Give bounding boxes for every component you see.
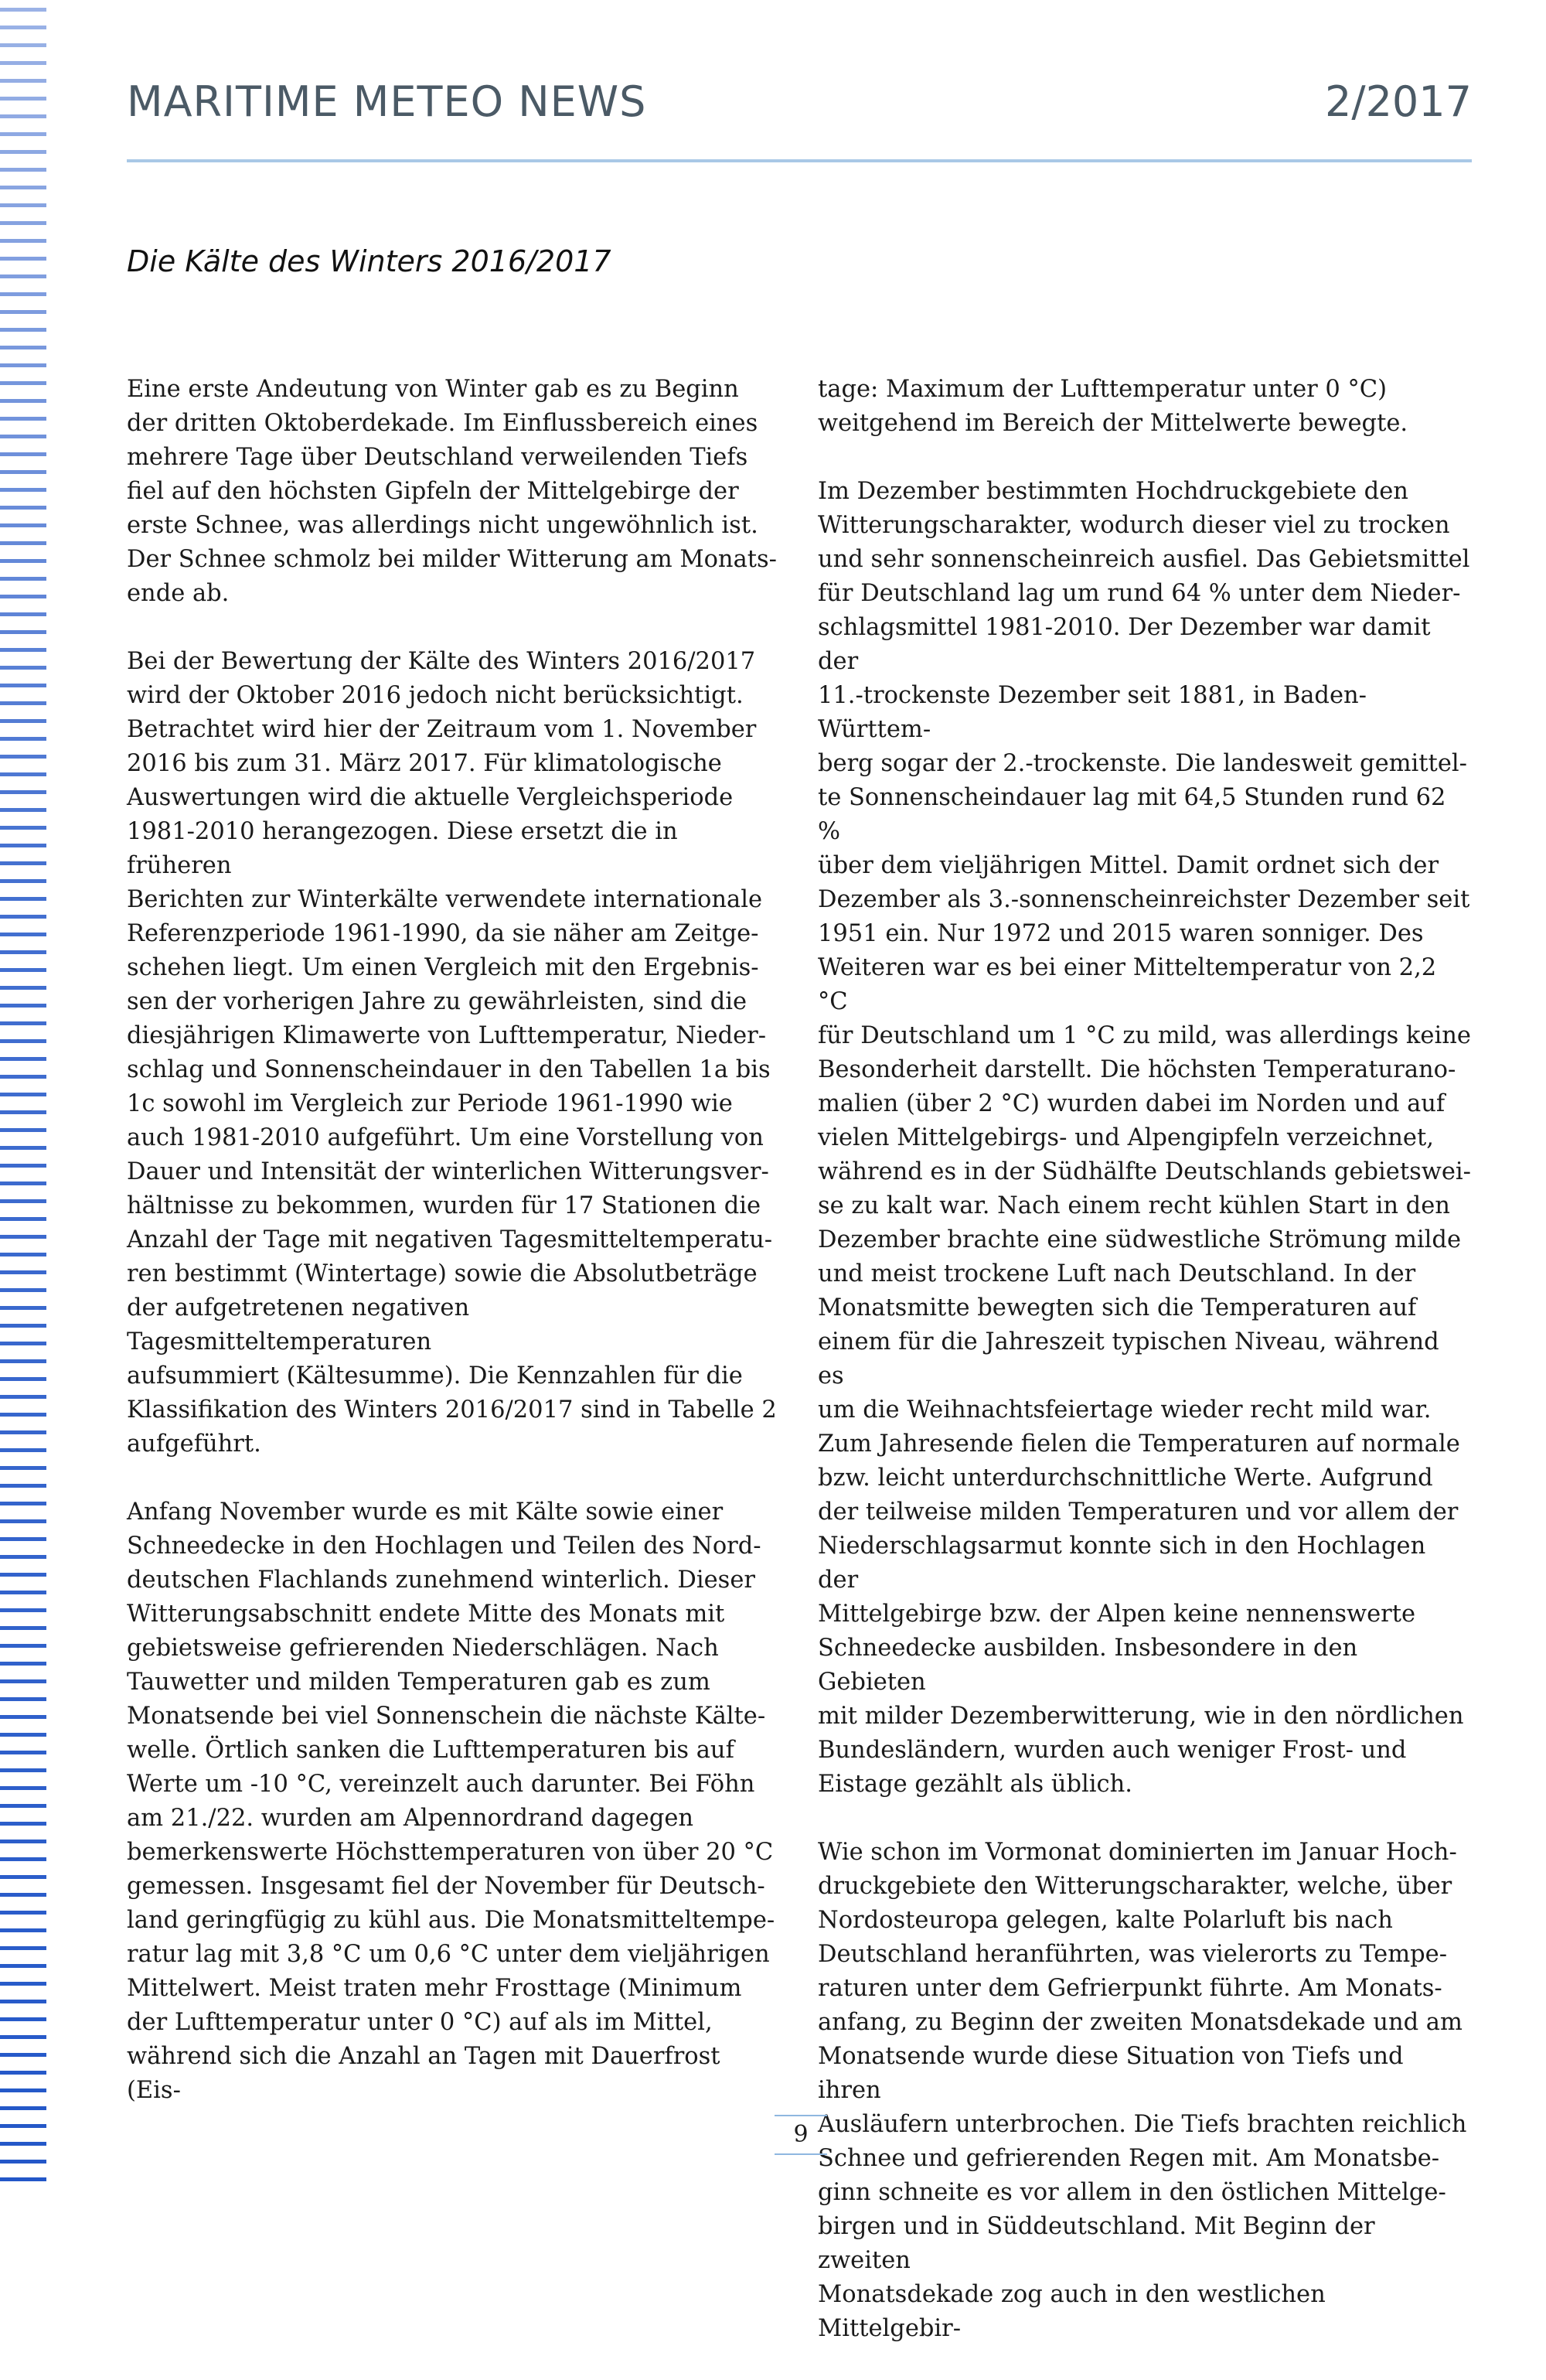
header-divider (127, 159, 1472, 162)
decorative-stripe-band (0, 0, 46, 2186)
page-number: 9 (775, 2115, 827, 2155)
article-title: Die Kälte des Winters 2016/2017 (127, 244, 611, 278)
paragraph: Eine erste Andeutung von Winter gab es zu Beginn der dritten Oktoberdekade. Im Einflussbereich eines mehrere Tage über Deutschland verweilenden Tiefs fiel auf den höchsten Gipfeln der Mittelgebirge der erste Schnee, was allerdings nicht ungewöhnlich ist. Der Schnee schmolz bei milder Witterung am Monats- ende ab. (127, 376, 777, 607)
paragraph: Anfang November wurde es mit Kälte sowie einer Schneedecke in den Hochlagen und Teilen des Nord- deutschen Flachlands zunehmend winterlich. Dieser Witterungsabschnitt endete Mitte des Monats mit gebietsweise gefrierenden Niederschlägen. Nach Tauwetter und milden Temperaturen gab es zum Monatsende bei viel Sonnenschein die nächste Kälte- welle. Örtlich sanken die Lufttemperaturen bis auf Werte um -10 °C, vereinzelt auch darunter. Bei Föhn am 21./22. wurden am Alpennordrand dagegen bemerkenswerte Höchsttemperaturen von über 20 °C gemessen. Insgesamt fiel der November für Deutsch- land geringfügig zu kühl aus. Die Monatsmitteltempe- ratur lag mit 3,8 °C um 0,6 °C unter dem vieljährigen Mittelwert. Meist traten mehr Frosttage (Minimum der Lufttemperatur unter 0 °C) auf als im Mittel, während sich die Anzahl an Tagen mit Dauerfrost (Eis- (127, 1499, 775, 2104)
paragraph: tage: Maximum der Lufttemperatur unter 0 °C) weitgehend im Bereich der Mittelwerte bewegte. (818, 376, 1408, 437)
text-column-left (127, 373, 780, 2142)
publication-title: MARITIME METEO NEWS (127, 77, 647, 126)
issue-number: 2/2017 (1325, 77, 1472, 126)
text-column-right (818, 373, 1471, 2380)
paragraph: Bei der Bewertung der Kälte des Winters 2016/2017 wird der Oktober 2016 jedoch nicht berücksichtigt. Betrachtet wird hier der Zeitraum vom 1. November 2016 bis zum 31. März 2017. Für klimatologische Auswertungen wird die aktuelle Vergleichsperiode 1981-2010 herangezogen. Diese ersetzt die in früheren Berichten zur Winterkälte verwendete internationale Referenzperiode 1961-1990, da sie näher am Zeitge- schehen liegt. Um einen Vergleich mit den Ergebnis- sen der vorherigen Jahre zu gewährleisten, sind die diesjährigen Klimawerte von Lufttemperatur, Nieder- schlag und Sonnenscheindauer in den Tabellen 1a bis 1c sowohl im Vergleich zur Periode 1961-1990 wie auch 1981-2010 aufgeführt. Um eine Vorstellung von Dauer und Intensität der winterlichen Witterungsver- hältnisse zu bekommen, wurden für 17 Stationen die Anzahl der Tage mit negativen Tagesmitteltemperatu- ren bestimmt (Wintertage) sowie die Absolutbeträge der aufgetretenen negativen Tagesmitteltemperaturen aufsummiert (Kältesumme). Die Kennzahlen für die Klassifikation des Winters 2016/2017 sind in Tabelle 2 aufgeführt. (127, 648, 777, 1458)
paragraph: Im Dezember bestimmten Hochdruckgebiete den Witterungscharakter, wodurch dieser viel zu trocken und sehr sonnenscheinreich ausfiel. Das Gebietsmittel für Deutschland lag um rund 64 % unter dem Nieder- schlagsmittel 1981-2010. Der Dezember war damit der 11.-trockenste Dezember seit 1881, in Baden-Württem- berg sogar der 2.-trockenste. Die landesweit gemittel- te Sonnenscheindauer lag mit 64,5 Stunden rund 62 % über dem vieljährigen Mittel. Damit ordnet sich der Dezember als 3.-sonnenscheinreichster Dezember seit 1951 ein. Nur 1972 und 2015 waren sonniger. Des Weiteren war es bei einer Mitteltemperatur von 2,2 °C für Deutschland um 1 °C zu mild, was allerdings keine Besonderheit darstellt. Die höchsten Temperaturano- malien (über 2 °C) wurden dabei im Norden und auf vielen Mittelgebirgs- und Alpengipfeln verzeichnet, während es in der Südhälfte Deutschlands gebietswei- se zu kalt war. Nach einem recht kühlen Start in den Dezember brachte eine südwestliche Strömung milde und meist trockene Luft nach Deutschland. In der Monatsmitte bewegten sich die Temperaturen auf einem für die Jahreszeit typischen Niveau, während es um die Weihnachtsfeiertage wieder recht mild war. Zum Jahresende fielen die Temperaturen auf normale bzw. leicht unterdurchschnittliche Werte. Aufgrund der teilweise milden Temperaturen und vor allem der Niederschlagsarmut konnte sich in den Hochlagen der Mittelgebirge bzw. der Alpen keine nennenswerte Schneedecke ausbilden. Insbesondere in den Gebieten mit milder Dezemberwitterung, wie in den nördlichen Bundesländern, wurden auch weniger Frost- und Eistage gezählt als üblich. (818, 478, 1471, 1798)
paragraph: Wie schon im Vormonat dominierten im Januar Hoch- druckgebiete den Witterungscharakter, welche, über Nordosteuropa gelegen, kalte Polarluft bis nach Deutschland heranführten, was vielerorts zu Tempe- raturen unter dem Gefrierpunkt führte. Am Monats- anfang, zu Beginn der zweiten Monatsdekade und am Monatsende wurde diese Situation von Tiefs und ihren Ausläufern unterbrochen. Die Tiefs brachten reichlich Schnee und gefrierenden Regen mit. Am Monatsbe- ginn schneite es vor allem in den östlichen Mittelge- birgen und in Süddeutschland. Mit Beginn der zweiten Monatsdekade zog auch in den westlichen Mittelgebir- (818, 1839, 1467, 2342)
